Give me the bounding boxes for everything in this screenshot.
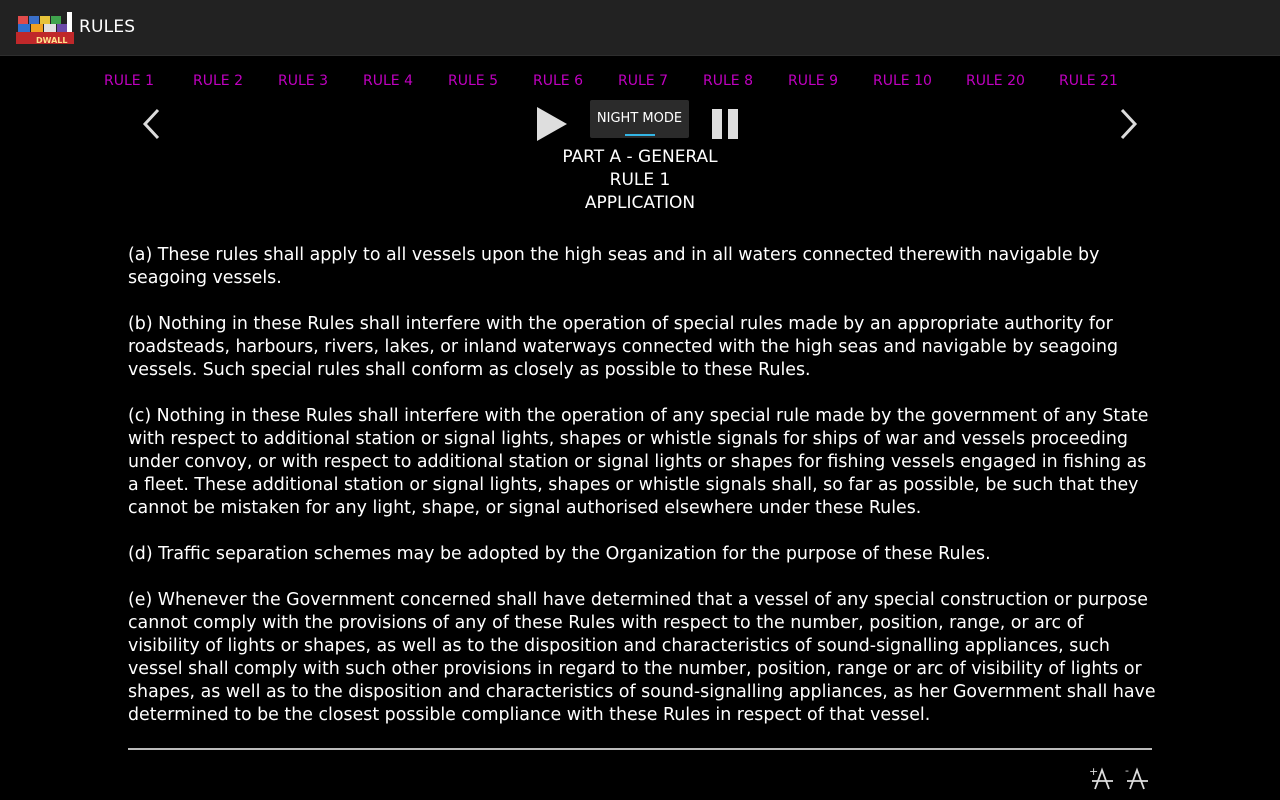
rule-paragraph: (e) Whenever the Government concerned shall have determined that a vessel of any special construction or purpose cannot comply with the provisions of any of these Rules with respect to the number, position, range, or arc of visibility of lights or shapes, as well as to the disposition and characteristics of sound-signalling appliances, such vessel shall comply with such other provisions in regard to the number, position, range or arc of visibility of lights or shapes, as well as to the disposition and characteristics of sound-signalling appliances, as her Government shall have determined to be the closest possible compliance with these Rules in respect of that vessel. xyxy=(128,590,1156,725)
pause-icon xyxy=(708,104,744,144)
svg-text:DWALL: DWALL xyxy=(36,36,68,45)
action-bar xyxy=(0,0,1280,56)
tab-rule-9[interactable]: RULE 9 xyxy=(788,73,838,89)
night-mode-label: NIGHT MODE xyxy=(596,111,683,126)
tab-rule-7[interactable]: RULE 7 xyxy=(618,73,668,89)
play-icon xyxy=(534,104,570,144)
tab-rule-1[interactable]: RULE 1 xyxy=(104,73,154,89)
pause-button[interactable] xyxy=(708,104,744,144)
tab-rule-6[interactable]: RULE 6 xyxy=(533,73,583,89)
tab-rule-8[interactable]: RULE 8 xyxy=(703,73,753,89)
rule-number-heading: RULE 1 xyxy=(609,170,671,190)
tab-rule-4[interactable]: RULE 4 xyxy=(363,73,413,89)
rule-content xyxy=(128,244,1158,750)
chevron-right-icon xyxy=(1116,107,1140,141)
rule-paragraph: (d) Traffic separation schemes may be adopted by the Organization for the purpose of these Rules. xyxy=(128,544,991,564)
rule-paragraph: (c) Nothing in these Rules shall interfere with the operation of any special rule made by the government of any State with respect to additional station or signal lights, shapes or whistle signals for ships of war and vessels proceeding under convoy, or with respect to additional station or signal lights or shapes for fishing vessels engaged in fishing as a fleet. These additional station or signal lights, shapes or whistle signals shall, so far as possible, be such that they cannot be mistaken for any light, shape, or signal authorised elsewhere under these Rules. xyxy=(128,406,1149,518)
font-increase-icon xyxy=(1089,764,1117,792)
font-decrease-icon xyxy=(1124,764,1152,792)
night-mode-button[interactable] xyxy=(590,100,689,138)
svg-text:-: - xyxy=(1125,764,1129,777)
previous-rule-button[interactable] xyxy=(132,104,172,144)
increase-font-button[interactable] xyxy=(1089,764,1117,792)
svg-text:+: + xyxy=(1089,765,1099,778)
next-rule-button[interactable] xyxy=(1108,104,1148,144)
night-mode-indicator xyxy=(625,134,655,136)
play-button[interactable] xyxy=(534,104,570,144)
chevron-left-icon xyxy=(140,107,164,141)
tab-rule-12[interactable]: RULE 21 xyxy=(1059,73,1118,89)
tab-rule-11[interactable]: RULE 20 xyxy=(966,73,1025,89)
rule-part-heading: PART A - GENERAL xyxy=(562,147,718,167)
rule-tabs[interactable] xyxy=(104,60,1152,102)
rule-title-heading: APPLICATION xyxy=(584,193,696,213)
decrease-font-button[interactable] xyxy=(1124,764,1152,792)
tab-rule-3[interactable]: RULE 3 xyxy=(278,73,328,89)
tab-rule-10[interactable]: RULE 10 xyxy=(873,73,932,89)
dwall-app-icon[interactable] xyxy=(14,10,76,46)
tab-rule-5[interactable]: RULE 5 xyxy=(448,73,498,89)
content-divider xyxy=(128,748,1152,750)
rule-paragraph: (a) These rules shall apply to all vessels upon the high seas and in all waters connected therewith navigable by seagoing vessels. xyxy=(128,245,1100,288)
tab-rule-2[interactable]: RULE 2 xyxy=(193,73,243,89)
rule-paragraph: (b) Nothing in these Rules shall interfere with the operation of special rules made by an appropriate authority for roadsteads, harbours, rivers, lakes, or inland waterways connected with the high seas and navigable by seagoing vessels. Such special rules shall conform as closely as possible to these Rules. xyxy=(128,314,1119,380)
app-title: RULES xyxy=(79,17,136,37)
